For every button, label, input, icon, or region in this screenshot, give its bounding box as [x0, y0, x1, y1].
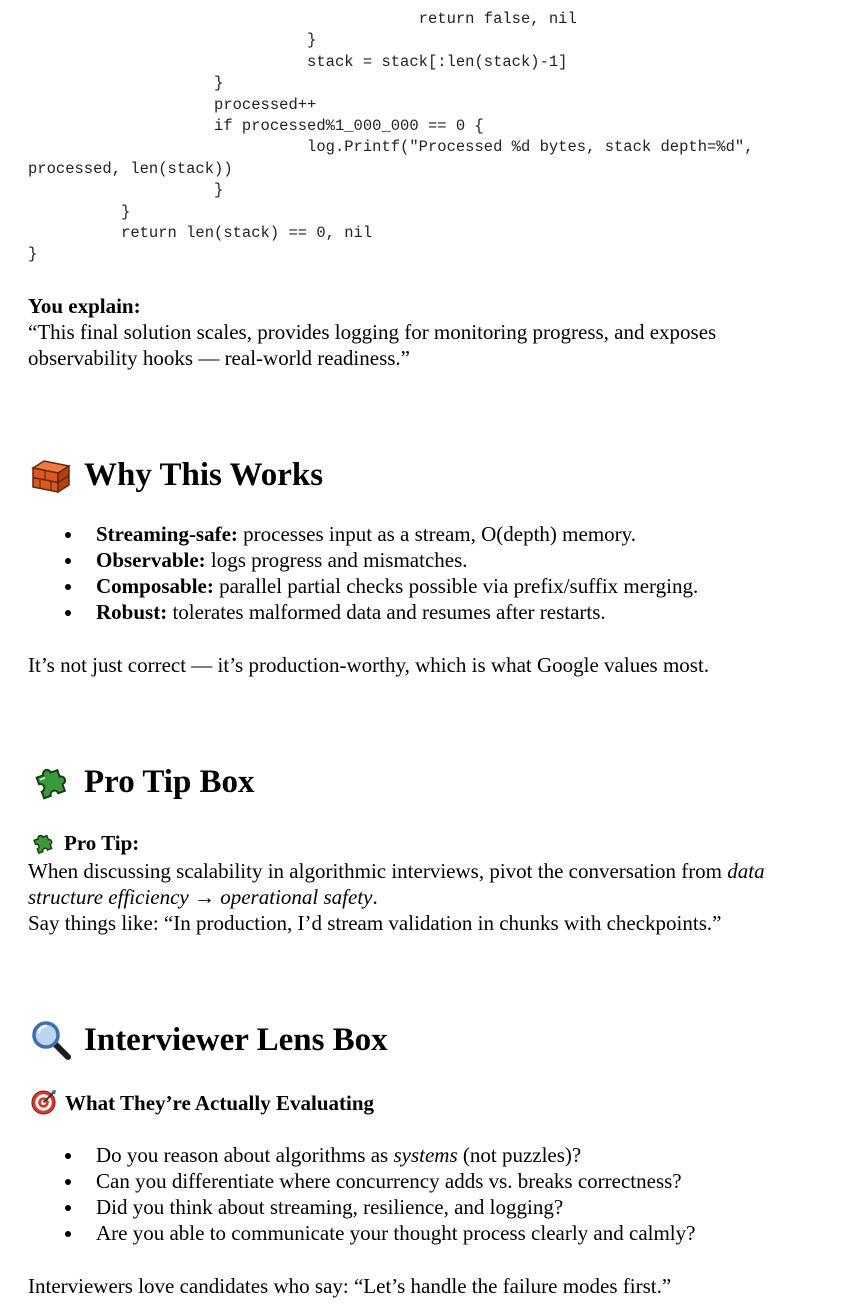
protip-subheading	[30, 830, 139, 856]
lens-subtitle: What They’re Actually Evaluating	[65, 1090, 375, 1115]
code-line: return false, nil	[28, 10, 577, 28]
code-line: }	[28, 245, 38, 264]
protip-text: When discussing scalability in algorithmic interviews, pivot the conversation from	[28, 859, 728, 883]
lens-closing: Interviewers love candidates who say: “Let’s handle the failure modes first.”	[28, 1274, 672, 1298]
protip-text: .	[372, 885, 378, 909]
why-list	[96, 521, 698, 625]
code-line: stack = stack[:len(stack)-1]	[28, 52, 568, 71]
protip-emphasis: structure efficiency → operational safety	[28, 885, 373, 909]
code-line: if processed%1_000_000 == 0 {	[28, 116, 484, 135]
code-line: processed++	[28, 95, 317, 114]
item-term: Streaming-safe:	[96, 522, 238, 546]
puzzle-icon	[30, 830, 56, 856]
item-text: Do you reason about algorithms as	[96, 1143, 394, 1167]
list-item: Can you differentiate where concurrency adds vs. breaks correctness?	[96, 1168, 695, 1194]
code-line: }	[28, 181, 224, 200]
lens-subheading	[30, 1089, 374, 1116]
protip-heading	[30, 761, 255, 803]
protip-line	[28, 858, 765, 884]
item-term: Composable:	[96, 574, 214, 598]
item-desc: tolerates malformed data and resumes after restarts.	[167, 600, 606, 624]
list-item	[96, 521, 698, 547]
protip-line	[28, 884, 765, 910]
list-item	[96, 1142, 695, 1168]
explain-block	[28, 293, 716, 371]
item-term: Observable:	[96, 548, 206, 572]
lens-heading	[30, 1019, 388, 1061]
code-line: processed, len(stack))	[28, 159, 233, 178]
code-line: }	[28, 202, 131, 221]
item-desc: processes input as a stream, O(depth) memory.	[237, 522, 637, 546]
protip-title: Pro Tip Box	[84, 764, 255, 800]
explain-text-line: “This final solution scales, provides logging for monitoring progress, and exposes	[28, 320, 717, 344]
code-block	[28, 9, 754, 266]
protip-emphasis: data	[727, 859, 765, 883]
code-line: log.Printf("Processed %d bytes, stack depth=%d",	[28, 138, 754, 157]
explain-text-line: observability hooks — real-world readiness.”	[28, 346, 410, 370]
bricks-icon	[30, 454, 72, 496]
explain-label: You explain:	[28, 294, 141, 318]
list-item	[96, 547, 698, 573]
code-line: }	[28, 74, 224, 93]
list-item	[96, 599, 698, 625]
protip-line: Say things like: “In production, I’d stream validation in chunks with checkpoints.”	[28, 911, 722, 935]
code-line: }	[28, 31, 317, 50]
why-heading	[30, 454, 323, 496]
item-desc: logs progress and mismatches.	[205, 548, 468, 572]
protip-label: Pro Tip:	[64, 831, 140, 855]
target-icon	[30, 1089, 57, 1116]
why-title: Why This Works	[84, 457, 324, 493]
protip-body	[28, 858, 765, 936]
list-item	[96, 573, 698, 599]
item-desc: parallel partial checks possible via prefix/suffix merging.	[213, 574, 699, 598]
item-emphasis: systems	[393, 1143, 458, 1167]
puzzle-icon	[30, 761, 72, 803]
item-text: (not puzzles)?	[457, 1143, 582, 1167]
code-line: return len(stack) == 0, nil	[28, 223, 373, 242]
magnifier-icon	[30, 1019, 72, 1061]
list-item: Are you able to communicate your thought process clearly and calmly?	[96, 1221, 696, 1245]
why-summary: It’s not just correct — it’s production-worthy, which is what Google values most.	[28, 653, 710, 677]
item-term: Robust:	[96, 600, 168, 624]
lens-title: Interviewer Lens Box	[84, 1022, 388, 1058]
list-item: Did you think about streaming, resilience, and logging?	[96, 1194, 695, 1220]
lens-list	[96, 1142, 695, 1246]
